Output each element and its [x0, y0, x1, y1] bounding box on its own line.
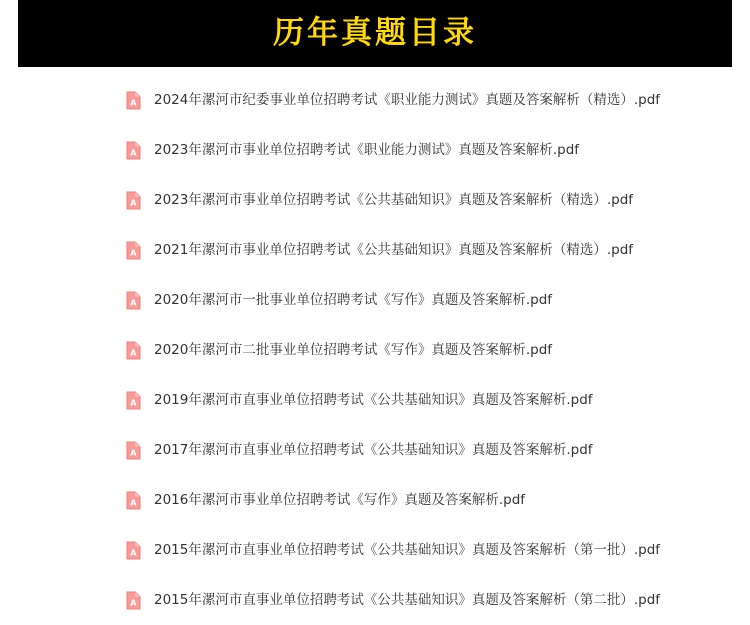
list-item[interactable]: [0, 375, 750, 425]
file-name: 2020年漯河市一批事业单位招聘考试《写作》真题及答案解析.pdf: [154, 291, 553, 308]
svg-text:A: A: [130, 97, 137, 107]
list-item[interactable]: [0, 325, 750, 375]
svg-text:A: A: [130, 297, 137, 307]
pdf-file-icon: [126, 291, 141, 310]
list-item[interactable]: [0, 225, 750, 275]
svg-text:A: A: [130, 247, 137, 257]
svg-text:A: A: [130, 597, 137, 607]
list-item[interactable]: [0, 575, 750, 625]
pdf-file-icon: [126, 541, 141, 560]
file-name: 2020年漯河市二批事业单位招聘考试《写作》真题及答案解析.pdf: [154, 341, 553, 358]
list-item[interactable]: [0, 75, 750, 125]
svg-text:A: A: [130, 547, 137, 557]
pdf-file-icon: [126, 241, 141, 260]
file-name: 2015年漯河市直事业单位招聘考试《公共基础知识》真题及答案解析（第二批）.pdf: [154, 591, 661, 608]
list-item[interactable]: [0, 275, 750, 325]
file-name: 2017年漯河市直事业单位招聘考试《公共基础知识》真题及答案解析.pdf: [154, 441, 593, 458]
pdf-file-icon: [126, 191, 141, 210]
page-title: 历年真题目录: [273, 15, 477, 51]
pdf-file-icon: [126, 141, 141, 160]
pdf-file-icon: [126, 441, 141, 460]
svg-text:A: A: [130, 497, 137, 507]
page-header: [18, 0, 732, 67]
list-item[interactable]: [0, 425, 750, 475]
pdf-file-icon: [126, 491, 141, 510]
list-item[interactable]: [0, 525, 750, 575]
svg-text:A: A: [130, 197, 137, 207]
pdf-file-icon: [126, 591, 141, 610]
svg-text:A: A: [130, 347, 137, 357]
list-item[interactable]: [0, 175, 750, 225]
file-name: 2021年漯河市事业单位招聘考试《公共基础知识》真题及答案解析（精选）.pdf: [154, 241, 634, 258]
list-item[interactable]: [0, 125, 750, 175]
pdf-file-icon: [126, 391, 141, 410]
file-list: [0, 67, 750, 625]
pdf-file-icon: [126, 341, 141, 360]
svg-text:A: A: [130, 147, 137, 157]
pdf-file-icon: [126, 91, 141, 110]
svg-text:A: A: [130, 447, 137, 457]
file-name: 2015年漯河市直事业单位招聘考试《公共基础知识》真题及答案解析（第一批）.pdf: [154, 541, 661, 558]
file-name: 2016年漯河市事业单位招聘考试《写作》真题及答案解析.pdf: [154, 491, 526, 508]
file-name: 2023年漯河市事业单位招聘考试《公共基础知识》真题及答案解析（精选）.pdf: [154, 191, 634, 208]
file-name: 2019年漯河市直事业单位招聘考试《公共基础知识》真题及答案解析.pdf: [154, 391, 593, 408]
svg-text:A: A: [130, 397, 137, 407]
list-item[interactable]: [0, 475, 750, 525]
file-name: 2024年漯河市纪委事业单位招聘考试《职业能力测试》真题及答案解析（精选）.pdf: [154, 91, 661, 108]
file-name: 2023年漯河市事业单位招聘考试《职业能力测试》真题及答案解析.pdf: [154, 141, 580, 158]
